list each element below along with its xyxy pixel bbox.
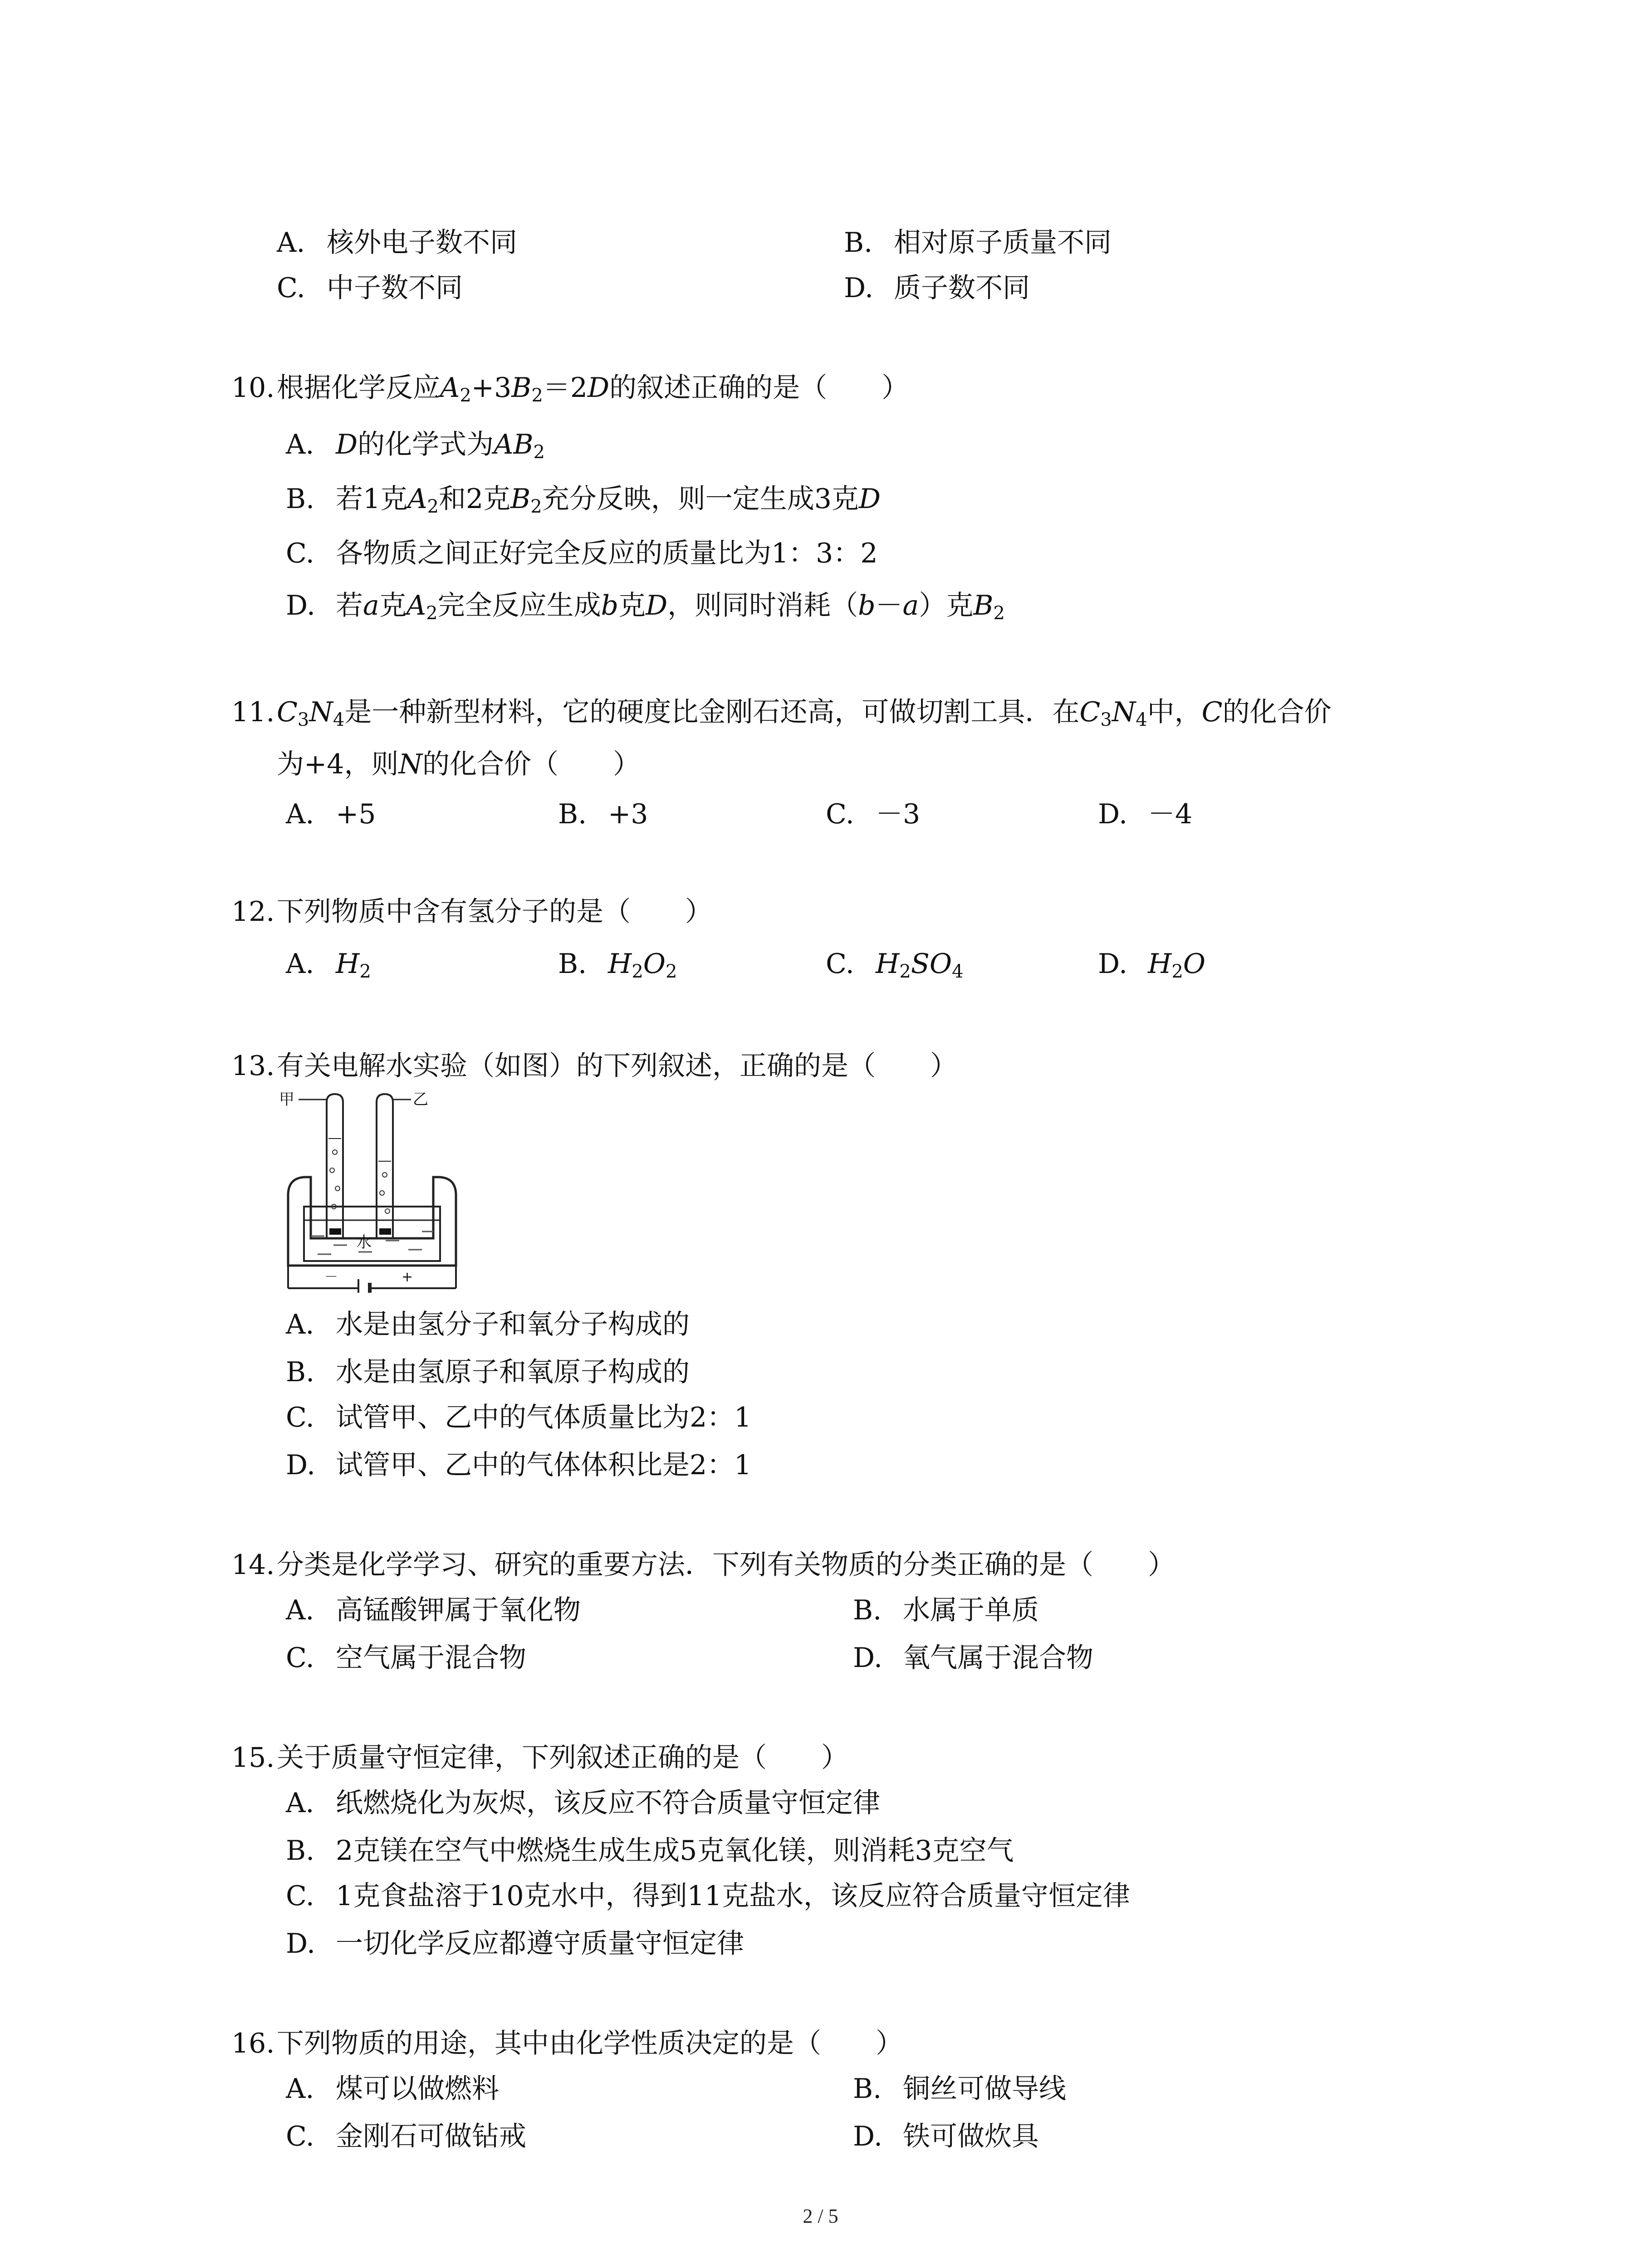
q10-option-c: C. 各物质之间正好完全反应的质量比为1：3：2: [286, 538, 878, 569]
water-basin: [304, 1207, 440, 1261]
q10-option-d: D. 若a克$A_2$完全反应生成b克D，则同时消耗（b－a）克$B_2$: [286, 590, 1005, 624]
tube-yi: [377, 1094, 393, 1238]
label-water: 水: [356, 1233, 372, 1251]
label-minus: －: [324, 1269, 338, 1285]
q12-option-d: D. $H_2O$: [1098, 948, 1205, 982]
q10-stem: 10.根据化学反应$A_2+3B_2=2D$的叙述正确的是（ ）: [231, 372, 909, 406]
q11-option-b: B. +3: [558, 798, 648, 830]
q16-option-c: C. 金刚石可做钻戒: [286, 2121, 526, 2152]
q14-option-d: D. 氧气属于混合物: [853, 1642, 1093, 1674]
electrolysis-diagram: [277, 1084, 504, 1293]
q13-option-c: C. 试管甲、乙中的气体质量比为2：1: [286, 1402, 752, 1433]
q12-option-a: A. $H_2$: [286, 948, 371, 982]
q13-option-d: D. 试管甲、乙中的气体体积比是2：1: [286, 1449, 752, 1481]
q13-stem: 13.有关电解水实验（如图）的下列叙述，正确的是（ ）: [231, 1050, 957, 1082]
q11-option-d: D. －4: [1098, 798, 1193, 830]
q14-option-c: C. 空气属于混合物: [286, 1642, 526, 1674]
tube-jia: [327, 1094, 343, 1238]
q12-option-b: B. $H_2O_2$: [558, 948, 677, 982]
q16-option-d: D. 铁可做炊具: [853, 2121, 1039, 2152]
page-number: 2 / 5: [803, 2205, 838, 2227]
q11-stem-line2: 为+4，则N的化合价（ ）: [277, 748, 640, 780]
q12-option-c: C. $H_2SO_4$: [826, 948, 964, 982]
q9-option-a: A. 核外电子数不同: [277, 227, 517, 259]
q16-stem: 16.下列物质的用途，其中由化学性质决定的是（ ）: [231, 2028, 903, 2059]
q9-option-d: D. 质子数不同: [844, 272, 1030, 304]
q11-option-a: A. +5: [286, 798, 376, 830]
electrode-left: [329, 1228, 341, 1235]
label-jia: 甲: [279, 1090, 294, 1109]
q10-option-b: B. 若1克$A_2$和2克$B_2$充分反映，则一定生成3克D: [286, 483, 881, 517]
q13-option-b: B. 水是由氢原子和氧原子构成的: [286, 1356, 690, 1388]
q15-stem: 15.关于质量守恒定律，下列叙述正确的是（ ）: [231, 1742, 848, 1774]
q14-option-b: B. 水属于单质: [853, 1594, 1039, 1626]
q16-option-b: B. 铜丝可做导线: [853, 2073, 1066, 2105]
q15-option-b: B. 2克镁在空气中燃烧生成生成5克氧化镁，则消耗3克空气: [286, 1835, 1014, 1867]
q15-option-c: C. 1克食盐溶于10克水中，得到11克盐水，该反应符合质量守恒定律: [286, 1880, 1130, 1912]
q15-option-d: D. 一切化学反应都遵守质量守恒定律: [286, 1928, 744, 1960]
label-yi: 乙: [413, 1090, 428, 1109]
water-hatching: [311, 1232, 433, 1254]
electrode-right: [379, 1228, 391, 1235]
q14-option-a: A. 高锰酸钾属于氧化物: [286, 1594, 581, 1626]
label-plus: +: [402, 1269, 413, 1285]
q12-stem: 12.下列物质中含有氢分子的是（ ）: [231, 896, 712, 928]
q13-option-a: A. 水是由氢分子和氧分子构成的: [286, 1309, 690, 1340]
q16-option-a: A. 煤可以做燃料: [286, 2073, 499, 2105]
q11-option-c: C. －3: [826, 798, 921, 830]
q9-option-c: C. 中子数不同: [277, 272, 463, 304]
q15-option-a: A. 纸燃烧化为灰烬，该反应不符合质量守恒定律: [286, 1787, 880, 1819]
gas-bubbles: [330, 1150, 390, 1213]
q9-option-b: B. 相对原子质量不同: [844, 227, 1112, 259]
q14-stem: 14.分类是化学学习、研究的重要方法．下列有关物质的分类正确的是（ ）: [231, 1549, 1175, 1581]
q11-stem-line1: $11.C_3N_4$是一种新型材料，它的硬度比金刚石还高，可做切割工具．在$C_3N_4$中，C的化合价: [231, 696, 1332, 730]
q10-option-a: A. D的化学式为$AB_2$: [286, 429, 545, 463]
